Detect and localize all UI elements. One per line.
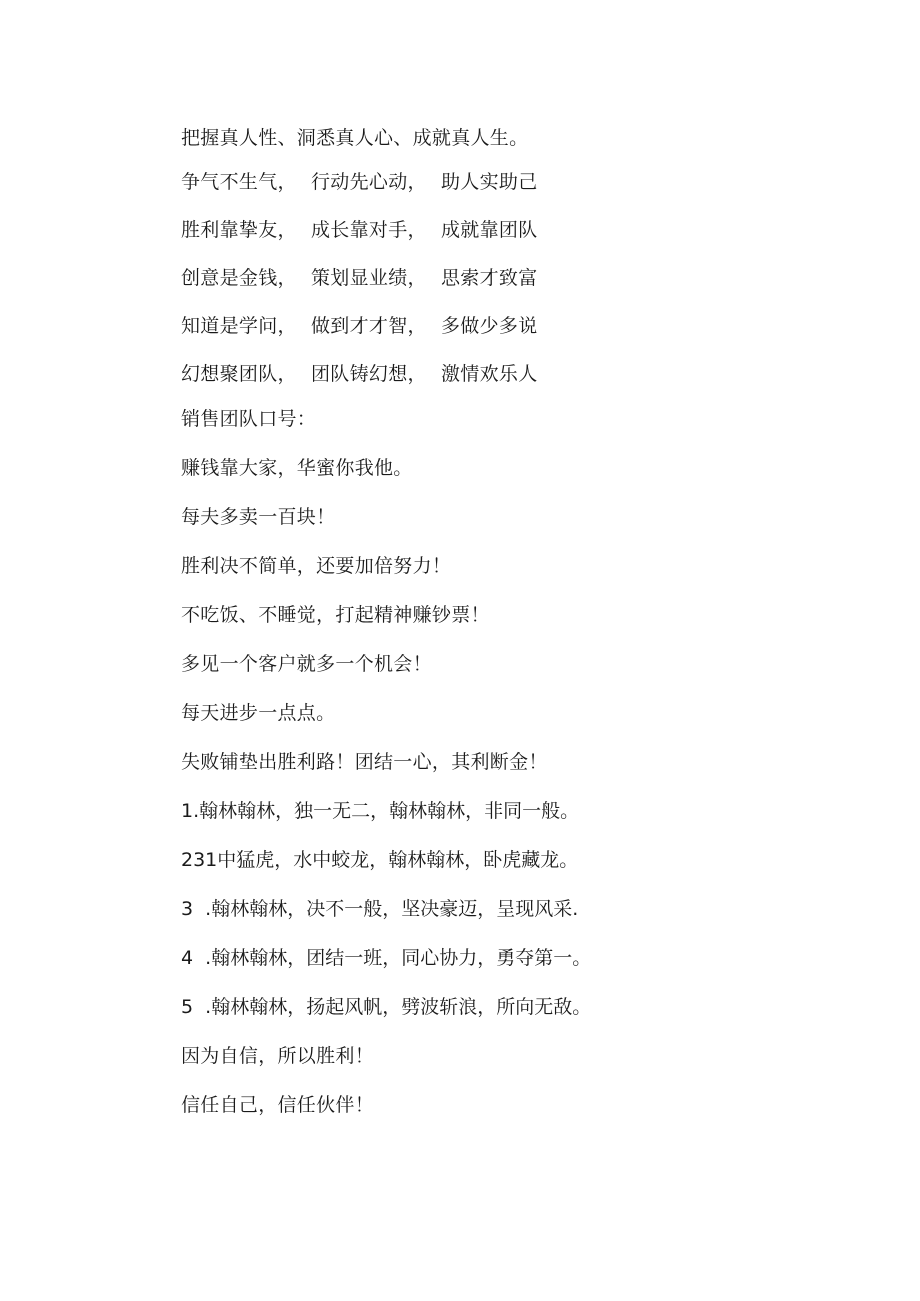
slogan-cell: 团队铸幻想， <box>311 363 427 385</box>
sales-line: 每夫多卖一百块！ <box>181 506 336 528</box>
numbered-line: 4 .翰林翰林，团结一班，同心协力，勇夺第一。 <box>181 947 592 969</box>
slogan-cell: 创意是金钱， <box>181 267 297 289</box>
section-heading: 销售团队口号： <box>181 408 317 430</box>
numbered-line: 5 .翰林翰林，扬起风帆，劈波斩浪，所向无敌。 <box>181 996 592 1018</box>
sales-line: 胜利决不简单，还要加倍努力！ <box>181 555 452 577</box>
slogan-cell: 多做少多说 <box>441 315 538 337</box>
sales-line: 每天进步一点点。 <box>181 702 336 724</box>
slogan-cell: 幻想聚团队， <box>181 363 297 385</box>
closing-line: 因为自信，所以胜利！ <box>181 1045 375 1067</box>
sales-line: 不吃饭、不睡觉，打起精神赚钞票！ <box>181 604 490 626</box>
slogan-cell: 胜利靠挚友， <box>181 219 297 241</box>
slogan-cell: 行动先心动， <box>311 171 427 193</box>
slogan-cell: 成就靠团队 <box>441 219 538 241</box>
closing-line: 信任自己，信任伙伴！ <box>181 1094 375 1116</box>
slogan-cell: 助人实助己 <box>441 171 538 193</box>
sales-line: 失败铺垫出胜利路！团结一心，其利断金！ <box>181 751 548 773</box>
slogan-cell: 知道是学问， <box>181 315 297 337</box>
numbered-line: 231中猛虎，水中蛟龙，翰林翰林，卧虎藏龙。 <box>181 849 579 871</box>
slogan-cell: 争气不生气， <box>181 171 297 193</box>
intro-line: 把握真人性、洞悉真人心、成就真人生。 <box>181 127 529 149</box>
sales-line: 多见一个客户就多一个机会！ <box>181 653 432 675</box>
slogan-cell: 做到才才智， <box>311 315 427 337</box>
sales-line: 赚钱靠大家，华蜜你我他。 <box>181 457 413 479</box>
slogan-cell: 激情欢乐人 <box>441 363 538 385</box>
slogan-cell: 策划显业绩， <box>311 267 427 289</box>
numbered-line: 3 .翰林翰林，决不一般，坚决豪迈，呈现风采. <box>181 898 579 920</box>
slogan-cell: 成长靠对手， <box>311 219 427 241</box>
slogan-cell: 思索才致富 <box>441 267 538 289</box>
numbered-line: 1.翰林翰林，独一无二，翰林翰林，非同一般。 <box>181 800 580 822</box>
